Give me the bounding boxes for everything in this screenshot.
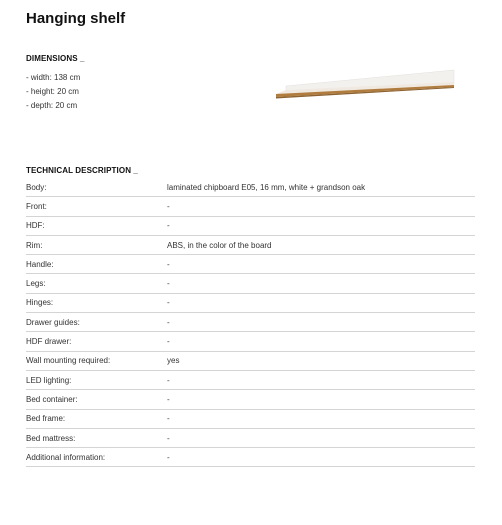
spec-label: Additional information: xyxy=(26,448,167,467)
spec-row xyxy=(26,235,475,254)
spec-value: - xyxy=(167,255,475,274)
spec-value: ABS, in the color of the board xyxy=(167,235,475,254)
dimensions-list xyxy=(26,71,80,113)
technical-description-heading: TECHNICAL DESCRIPTION _ xyxy=(26,166,138,175)
spec-value: laminated chipboard E05, 16 mm, white + grandson oak xyxy=(167,178,475,197)
spec-row xyxy=(26,274,475,293)
spec-value: - xyxy=(167,409,475,428)
spec-label: Bed container: xyxy=(26,390,167,409)
spec-label: Wall mounting required: xyxy=(26,351,167,370)
spec-value: - xyxy=(167,293,475,312)
spec-label: HDF drawer: xyxy=(26,332,167,351)
dimension-depth: - depth: 20 cm xyxy=(26,101,78,110)
dimension-width: - width: 138 cm xyxy=(26,73,81,82)
spec-value: - xyxy=(167,448,475,467)
spec-label: Bed mattress: xyxy=(26,428,167,447)
spec-row xyxy=(26,197,475,216)
spec-row xyxy=(26,332,475,351)
spec-row xyxy=(26,216,475,235)
spec-row xyxy=(26,255,475,274)
spec-value: - xyxy=(167,370,475,389)
spec-value: - xyxy=(167,390,475,409)
shelf-product-image xyxy=(268,60,460,110)
spec-value: - xyxy=(167,313,475,332)
spec-label: Bed frame: xyxy=(26,409,167,428)
spec-row xyxy=(26,313,475,332)
spec-row xyxy=(26,428,475,447)
spec-table xyxy=(26,178,475,467)
spec-row xyxy=(26,370,475,389)
spec-label: Front: xyxy=(26,197,167,216)
spec-label: Legs: xyxy=(26,274,167,293)
spec-value: - xyxy=(167,197,475,216)
spec-value: - xyxy=(167,216,475,235)
spec-label: Hinges: xyxy=(26,293,167,312)
spec-label: Body: xyxy=(26,178,167,197)
dimension-height: - height: 20 cm xyxy=(26,87,79,96)
spec-row xyxy=(26,390,475,409)
spec-row xyxy=(26,448,475,467)
spec-label: Drawer guides: xyxy=(26,313,167,332)
page-title: Hanging shelf xyxy=(26,10,126,27)
spec-label: LED lighting: xyxy=(26,370,167,389)
spec-value: - xyxy=(167,332,475,351)
spec-value: - xyxy=(167,274,475,293)
spec-label: Handle: xyxy=(26,255,167,274)
spec-row xyxy=(26,178,475,197)
dimensions-heading: DIMENSIONS _ xyxy=(26,54,85,63)
spec-value: yes xyxy=(167,351,475,370)
spec-value: - xyxy=(167,428,475,447)
spec-label: HDF: xyxy=(26,216,167,235)
spec-row xyxy=(26,409,475,428)
spec-label: Rim: xyxy=(26,235,167,254)
spec-row xyxy=(26,293,475,312)
spec-row xyxy=(26,351,475,370)
